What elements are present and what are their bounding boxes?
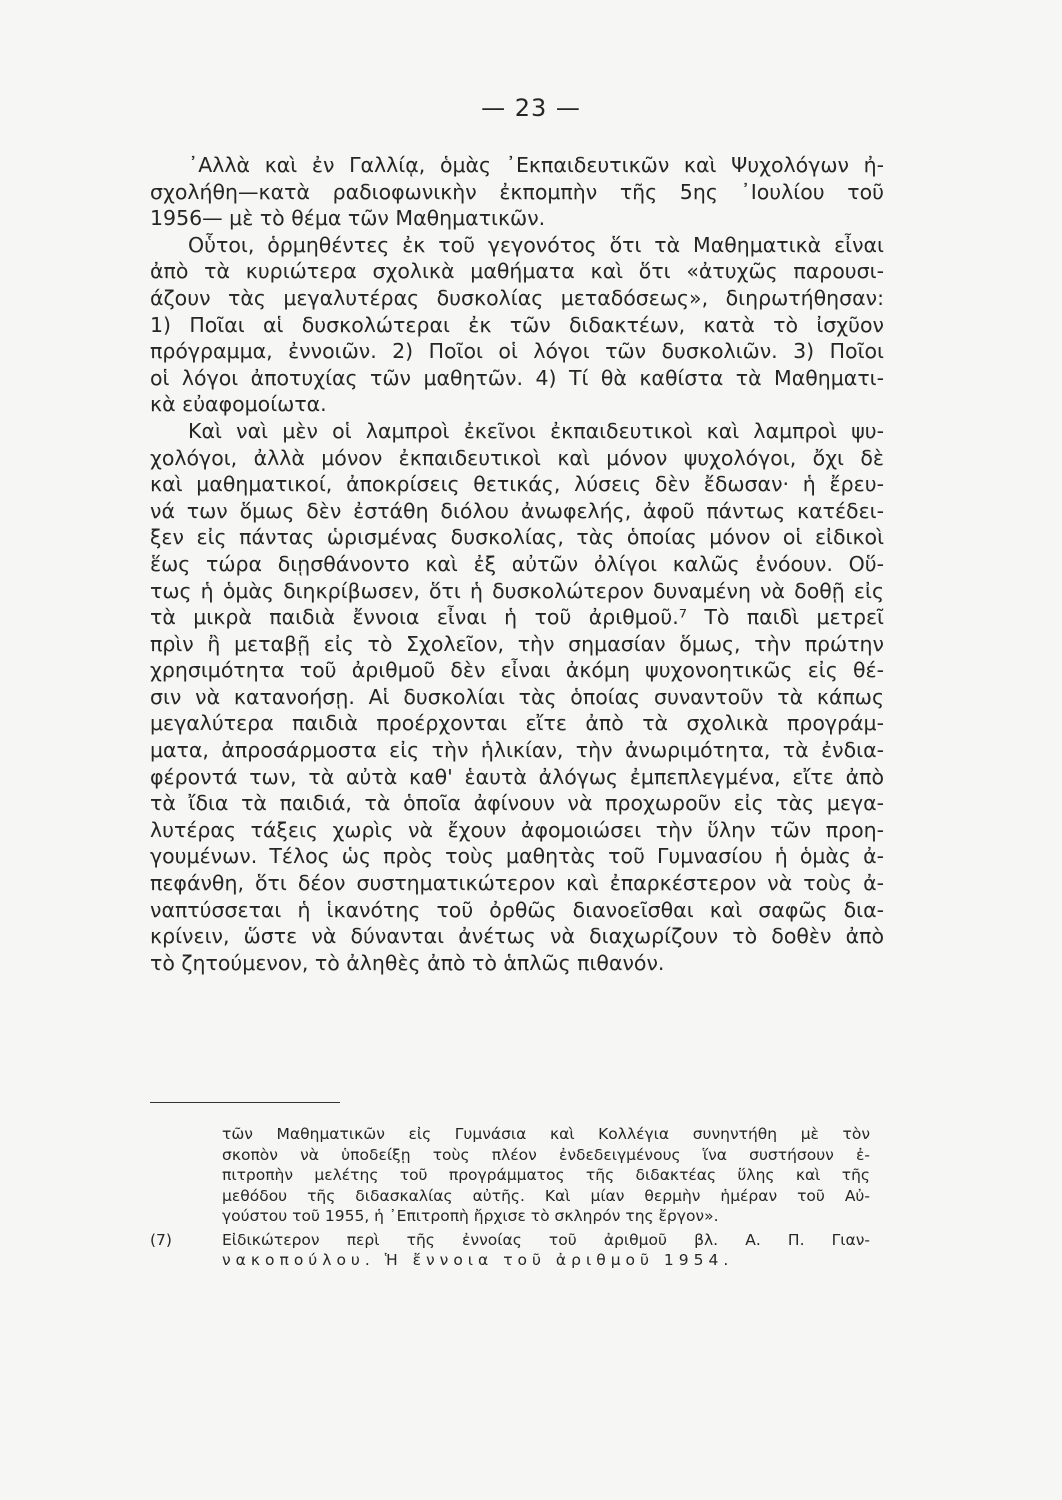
text-line: τὸ ζητούμενον, τὸ ἀληθὲς ἀπὸ τὸ ἁπλῶς πιθανόν. — [150, 950, 665, 975]
text-line: Οὗτοι, ὁρμηθέντες ἐκ τοῦ γεγονότος ὅτι τὰ Μαθηματικὰ εἶναι — [188, 232, 884, 257]
text-line: χολόγοι, ἀλλὰ μόνον ἐκπαιδευτικοὶ καὶ μόνον ψυχολόγοι, ὄχι δὲ — [150, 445, 884, 470]
body-text — [150, 152, 884, 976]
footnote-continuation — [150, 1124, 870, 1227]
text-line: πρὶν ἢ μεταβῇ εἰς τὸ Σχολεῖον, τὴν σημασίαν ὅμως, τὴν πρώτην — [150, 631, 884, 656]
text-line: λυτέρας τάξεις χωρὶς νὰ ἔχουν ἀφομοιώσει τὴν ὕλην τῶν προη- — [150, 817, 884, 842]
text-line: γουμένων. Τέλος ὡς πρὸς τοὺς μαθητὰς τοῦ Γυμνασίου ἡ ὁμὰς ἀ- — [150, 844, 884, 869]
text-line: ματα, ἀπροσάρμοστα εἰς τὴν ἡλικίαν, τὴν ἀνωριμότητα, τὰ ἐνδια- — [150, 738, 884, 763]
footnote-marker: (7) — [150, 1230, 172, 1249]
text-line: νά των ὅμως δὲν ἐστάθη διόλου ἀνωφελής, ἀφοῦ πάντως κατέδει- — [150, 498, 884, 523]
footnote-7 — [150, 1230, 870, 1251]
text-line: τὰ μικρὰ παιδιὰ ἔννοια εἶναι ἡ τοῦ ἀριθμοῦ.⁷ Τὸ παιδὶ μετρεῖ — [150, 605, 884, 630]
text-line: ᾿Αλλὰ καὶ ἐν Γαλλίᾳ, ὁμὰς ᾿Εκπαιδευτικῶν καὶ Ψυχολόγων ἠ- — [188, 153, 884, 177]
text-line: Καὶ ναὶ μὲν οἱ λαμπροὶ ἐκεῖνοι ἐκπαιδευτικοὶ καὶ λαμπροὶ ψυ- — [188, 418, 884, 443]
text-line: πρόγραμμα, ἐννοιῶν. 2) Ποῖοι οἱ λόγοι τῶν δυσκολιῶν. 3) Ποῖοι — [150, 339, 884, 364]
page-number: — 23 — — [481, 94, 581, 122]
text-line: ναπτύσσεται ἡ ἱκανότης τοῦ ὀρθῶς διανοεῖσθαι καὶ σαφῶς δια- — [150, 897, 884, 922]
footnotes — [150, 1124, 870, 1271]
text-line: 1) Ποῖαι αἱ δυσκολώτεραι ἐκ τῶν διδακτέων, κατὰ τὸ ἰσχῦον — [150, 312, 884, 337]
text-line: καὶ μαθηματικοί, ἀποκρίσεις θετικάς, λύσεις δὲν ἔδωσαν· ἡ ἔρευ- — [150, 472, 884, 497]
text-line: τὰ ἴδια τὰ παιδιά, τὰ ὁποῖα ἀφίνουν νὰ προχωροῦν εἰς τὰς μεγα- — [150, 791, 884, 816]
footnote-separator — [150, 1102, 340, 1103]
footnote-line: μεθόδου τῆς διδασκαλίας αὐτῆς. Καὶ μίαν θερμὴν ἡμέραν τοῦ Αὐ- — [222, 1186, 870, 1205]
text-line: σχολήθη—κατὰ ραδιοφωνικὴν ἐκπομπὴν τῆς 5ης ᾿Ιουλίου τοῦ — [150, 179, 884, 204]
text-line: φέροντά των, τὰ αὐτὰ καθ' ἑαυτὰ ἀλόγως ἐμπεπλεγμένα, εἴτε ἀπὸ — [150, 764, 884, 789]
text-line: σιν νὰ κατανοήσῃ. Αἱ δυσκολίαι τὰς ὁποίας συναντοῦν τὰ κάπως — [150, 684, 884, 709]
footnote-text: νακοπούλου. Ἡ ἔννοια τοῦ ἀριθμοῦ 1954. — [222, 1251, 734, 1269]
text-line: κὰ εὐαφομοίωτα. — [150, 392, 327, 417]
footnote-text: Εἰδικώτερον περὶ τῆς ἐννοίας τοῦ ἀριθμοῦ βλ. Α. Π. Γιαν- — [222, 1230, 870, 1249]
text-line: 1956— μὲ τὸ θέμα τῶν Μαθηματικῶν. — [150, 206, 546, 231]
text-line: ἕως τώρα διῃσθάνοντο καὶ ἐξ αὐτῶν ὀλίγοι καλῶς ἐνόουν. Οὕ- — [150, 551, 884, 576]
text-line: μεγαλύτερα παιδιὰ προέρχονται εἴτε ἀπὸ τὰ σχολικὰ προγράμ- — [150, 711, 884, 736]
text-line: ἀπὸ τὰ κυριώτερα σχολικὰ μαθήματα καὶ ὅτι «ἀτυχῶς παρουσι- — [150, 259, 884, 284]
text-line: οἱ λόγοι ἀποτυχίας τῶν μαθητῶν. 4) Τί θὰ καθίστα τὰ Μαθηματι- — [150, 365, 884, 390]
footnote-line: τῶν Μαθηματικῶν εἰς Γυμνάσια καὶ Κολλέγια συνηντήθη μὲ τὸν — [222, 1125, 870, 1143]
footnote-line: πιτροπὴν μελέτης τοῦ προγράμματος τῆς διδακτέας ὕλης καὶ τῆς — [222, 1166, 870, 1184]
text-line: ξεν εἰς πάντας ὡρισμένας δυσκολίας, τὰς ὁποίας μόνον οἱ εἰδικοὶ — [150, 525, 884, 550]
footnote-line: σκοπὸν νὰ ὑποδείξῃ τοὺς πλέον ἐνδεδειγμένους ἵνα συστήσουν ἐ- — [222, 1145, 870, 1164]
text-line: χρησιμότητα τοῦ ἀριθμοῦ δὲν εἶναι ἀκόμη ψυχονοητικῶς εἰς θέ- — [150, 658, 884, 683]
footnote-line: γούστου τοῦ 1955, ἡ ᾿Επιτροπὴ ἤρχισε τὸ σκληρόν της ἔργον». — [222, 1207, 719, 1225]
text-line: κρίνειν, ὥστε νὰ δύνανται ἀνέτως νὰ διαχωρίζουν τὸ δοθὲν ἀπὸ — [150, 924, 884, 949]
text-line: τως ἡ ὁμὰς διηκρίβωσεν, ὅτι ἡ δυσκολώτερον δυναμένη νὰ δοθῇ εἰς — [150, 578, 884, 603]
text-line: άζουν τὰς μεγαλυτέρας δυσκολίας μεταδόσεως», διηρωτήθησαν: — [150, 285, 884, 310]
text-line: πεφάνθη, ὅτι δέον συστηματικώτερον καὶ ἐπαρκέστερον νὰ τοὺς ἀ- — [150, 871, 884, 896]
